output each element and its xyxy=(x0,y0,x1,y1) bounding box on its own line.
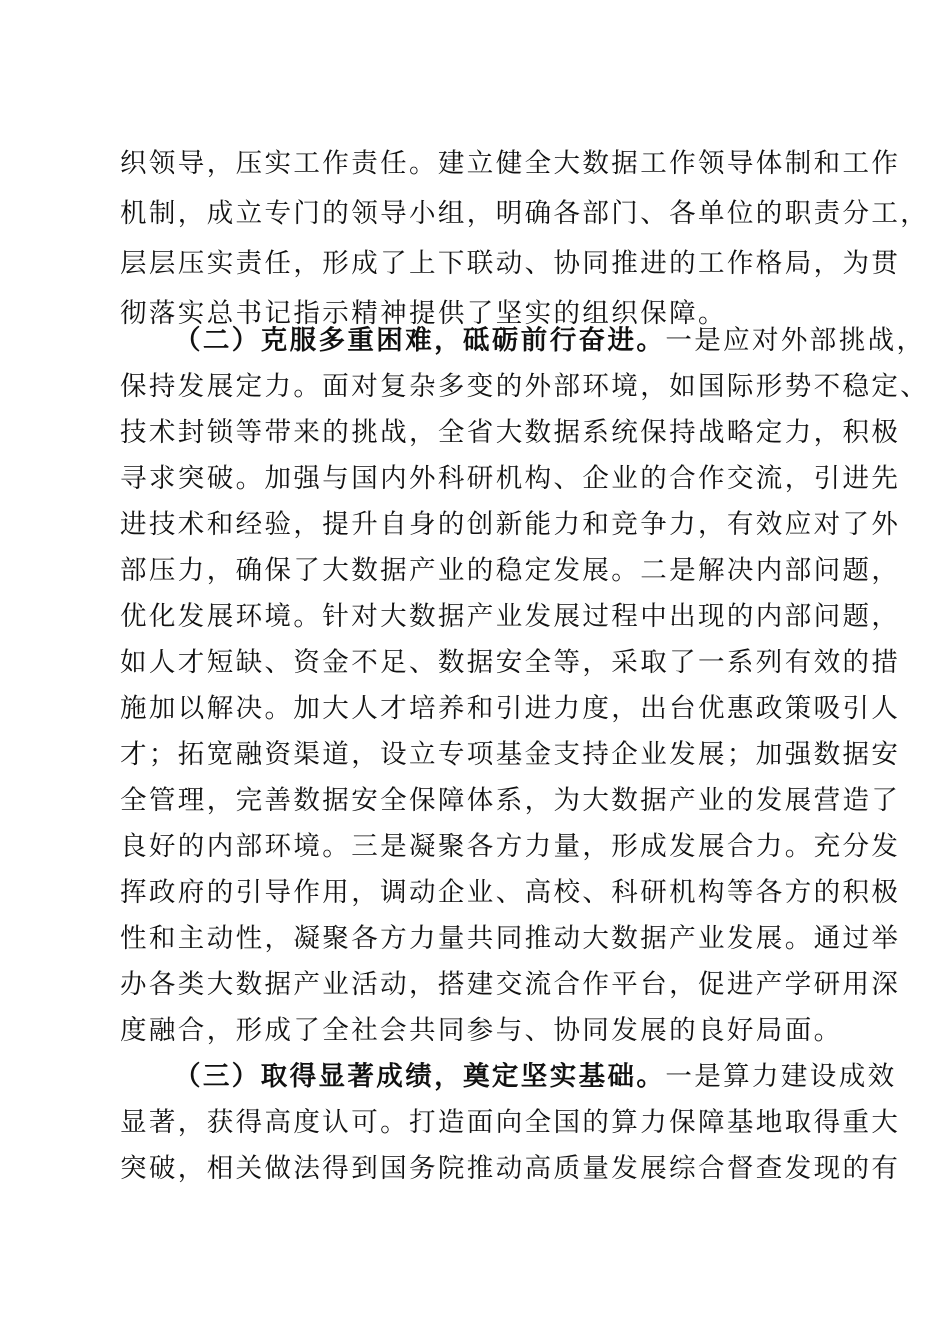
text-line-16: 良好的内部环境。三是凝聚各方力量，形成发展合力。充分发 xyxy=(120,831,901,862)
text-line-11: 优化发展环境。针对大数据产业发展过程中出现的内部问题， xyxy=(120,601,901,632)
text-line-4: 彻落实总书记指示精神提供了坚实的组织保障。 xyxy=(120,298,727,329)
text-line-6: 保持发展定力。面对复杂多变的外部环境，如国际形势不稳定、 xyxy=(120,371,930,402)
text-line-1: 织领导，压实工作责任。建立健全大数据工作领导体制和工作 xyxy=(120,148,901,179)
section-3-first-line xyxy=(174,1059,897,1095)
text-line-13: 施加以解决。加大人才培养和引进力度，出台优惠政策吸引人 xyxy=(120,693,901,724)
text-line-2: 机制，成立专门的领导小组，明确各部门、各单位的职责分工， xyxy=(120,198,930,229)
text-line-12: 如人才短缺、资金不足、数据安全等，采取了一系列有效的措 xyxy=(120,647,901,678)
text-line-10: 部压力，确保了大数据产业的稳定发展。二是解决内部问题， xyxy=(120,555,901,586)
text-line-19: 办各类大数据产业活动，搭建交流合作平台，促进产学研用深 xyxy=(120,969,901,1000)
text-line-23: 突破，相关做法得到国务院推动高质量发展综合督查发现的有 xyxy=(120,1153,901,1184)
text-line-22: 显著，获得高度认可。打造面向全国的算力保障基地取得重大 xyxy=(120,1107,901,1138)
section-2-heading: （二）克服多重困难，砥砺前行奋进。 xyxy=(174,325,666,356)
text-line-9: 进技术和经验，提升自身的创新能力和竞争力，有效应对了外 xyxy=(120,509,901,540)
text-line-17: 挥政府的引导作用，调动企业、高校、科研机构等各方的积极 xyxy=(120,877,901,908)
text-line-3: 层层压实责任，形成了上下联动、协同推进的工作格局，为贯 xyxy=(120,248,901,279)
section-2-first-line xyxy=(174,323,925,359)
section-2-lead-text: 一是应对外部挑战， xyxy=(665,325,926,356)
text-line-18: 性和主动性，凝聚各方力量共同推动大数据产业发展。通过举 xyxy=(120,923,901,954)
text-line-14: 才；拓宽融资渠道，设立专项基金支持企业发展；加强数据安 xyxy=(120,739,901,770)
text-line-15: 全管理，完善数据安全保障体系，为大数据产业的发展营造了 xyxy=(120,785,901,816)
text-line-8: 寻求突破。加强与国内外科研机构、企业的合作交流，引进先 xyxy=(120,463,901,494)
text-line-20: 度融合，形成了全社会共同参与、协同发展的良好局面。 xyxy=(120,1015,843,1046)
section-3-lead-text: 一是算力建设成效 xyxy=(665,1061,897,1092)
text-line-7: 技术封锁等带来的挑战，全省大数据系统保持战略定力，积极 xyxy=(120,417,901,448)
section-3-heading: （三）取得显著成绩，奠定坚实基础。 xyxy=(174,1061,666,1092)
